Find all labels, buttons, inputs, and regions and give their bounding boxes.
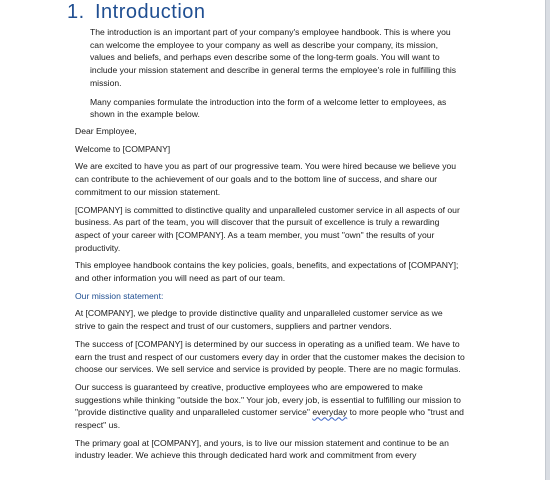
window-right-edge	[545, 0, 550, 480]
letter-paragraph-6	[75, 381, 465, 432]
welcome-letter	[75, 125, 465, 467]
intro-block	[90, 26, 460, 127]
p6-text-a: Our success is guaranteed by creative, productive employees who are empowered to make suggestions while thinking "outside the box." Your job, every job, is essential to fulfilling our mission to "provide distinctive quality and unparalleled customer service"	[75, 381, 461, 418]
mission-statement-label: Our mission statement:	[75, 290, 164, 301]
letter-paragraph-3: This employee handbook contains the key policies, goals, benefits, and expectations of [COMPANY]; and other information you will need as part of our team.	[75, 260, 459, 284]
letter-paragraph-1: We are excited to have you as part of our progressive team. You were hired because we believe you can contribute to the achievement of our goals and to the bottom line of success, and share our commitment to our mission statement.	[75, 161, 457, 197]
intro-paragraph-1: The introduction is an important part of your company's employee handbook. This is where you can welcome the employee to your company as well as describe your company, its mission, values and beliefs, and perhaps even describe some of the long-term goals. You will want to include your mission statement and describe in general terms the employee's role in fulfilling this mission.	[90, 27, 457, 88]
p6-text-b: to more people who "trust and respect" us.	[75, 407, 464, 431]
letter-greeting: Dear Employee,	[75, 126, 137, 136]
section-heading	[67, 0, 206, 24]
letter-paragraph-5: The success of [COMPANY] is determined by our success in operating as a unified team. We have to earn the trust and respect of our customers every day in order that the customer makes the decision to choose our services. We sell service and service is provided by people. There are no magic formulas.	[75, 338, 465, 375]
letter-welcome-line: Welcome to [COMPANY]	[75, 143, 171, 154]
intro-paragraph-2: Many companies formulate the introduction into the form of a welcome letter to employees, as shown in the example below.	[90, 96, 447, 120]
spelling-flagged-word[interactable]: everyday	[312, 407, 348, 418]
letter-paragraph-7: The primary goal at [COMPANY], and yours, is to live our mission statement and continue to be an industry leader. We achieve this through dedicated hard work and commitment from every	[75, 437, 449, 461]
letter-paragraph-4: At [COMPANY], we pledge to provide distinctive quality and unparalleled customer service as we strive to gain the respect and trust of our customers, suppliers and partner vendors.	[75, 308, 443, 332]
letter-paragraph-2: [COMPANY] is committed to distinctive quality and unparalleled customer service in all aspects of our business. As part of the team, you will discover that the pursuit of excellence is truly a rewarding aspect of your career with [COMPANY]. As a team member, you must "own" the results of your productivity.	[75, 204, 460, 253]
section-title: Introduction	[95, 1, 206, 23]
section-number: 1.	[67, 1, 85, 23]
